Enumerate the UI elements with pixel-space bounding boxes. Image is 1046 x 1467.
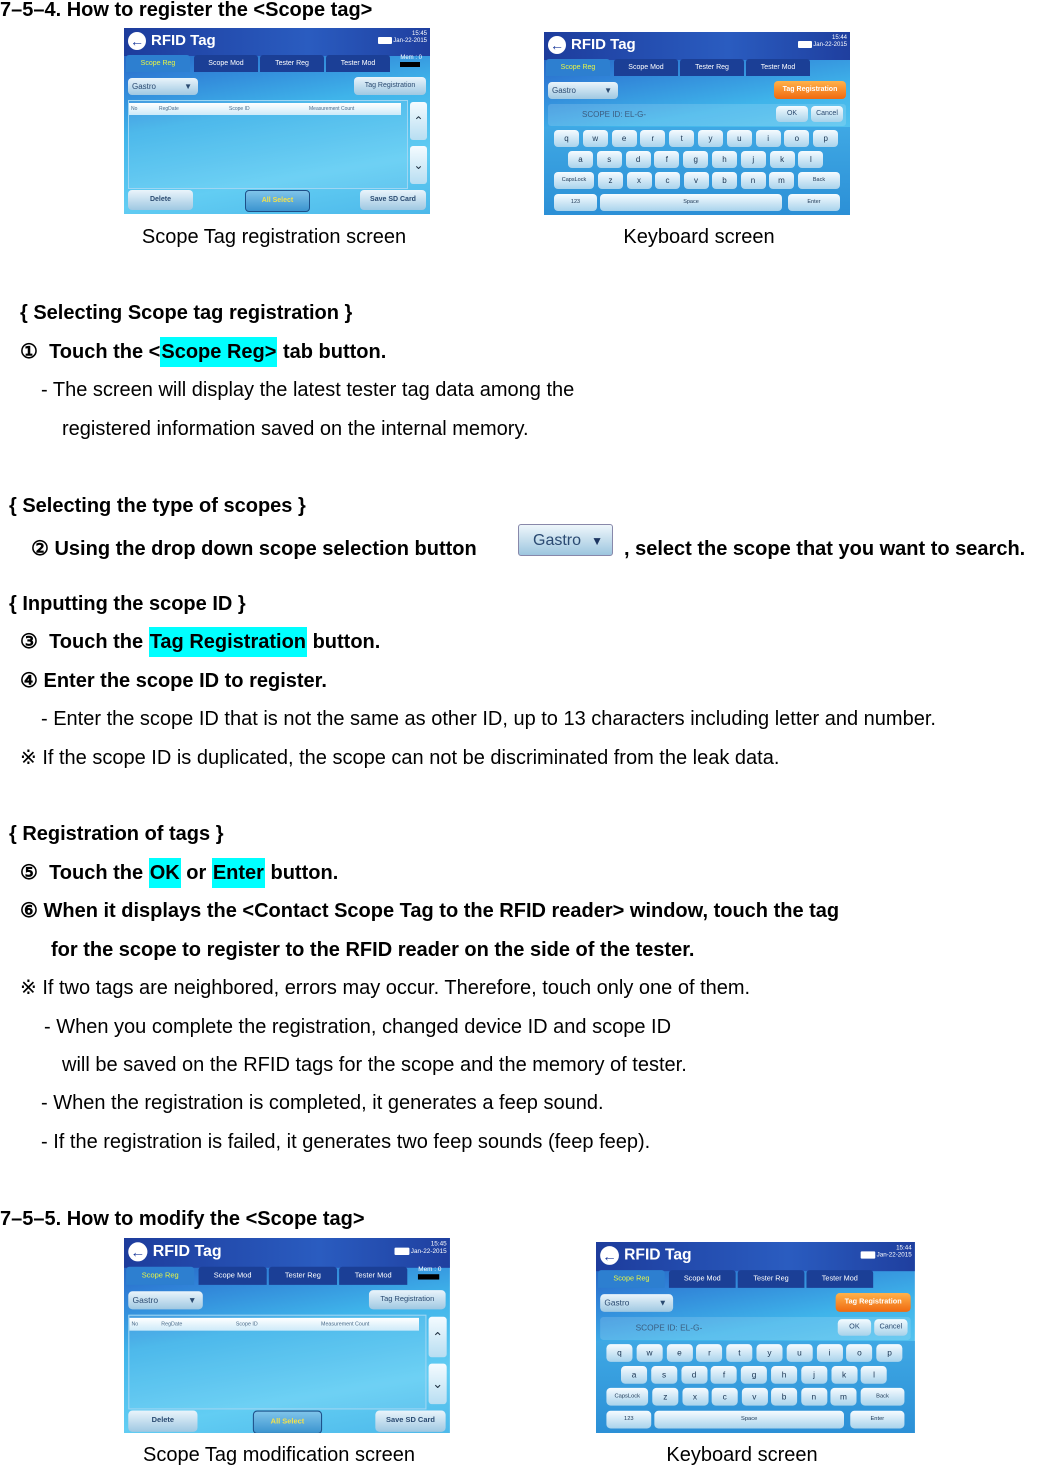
delete-button[interactable]: Delete [128, 1411, 197, 1432]
mem-label: Mem : 0 [418, 1266, 442, 1274]
tab-tester-mod[interactable]: Tester Mod [326, 55, 390, 72]
date: Jan-22-2015 [876, 1252, 912, 1259]
dropdown-value: Gastro [132, 82, 157, 91]
scroll-down-button[interactable]: ⌄ [429, 1364, 447, 1404]
table-header [129, 1318, 419, 1331]
dropdown-value: Gastro [132, 1295, 159, 1306]
tab-scope-mod[interactable]: Scope Mod [199, 1267, 267, 1285]
step-text: Touch the [49, 862, 144, 884]
battery-icon [395, 1248, 410, 1255]
column-header: Scope ID [229, 106, 250, 112]
tab-tester-mod[interactable]: Tester Mod [806, 1270, 873, 1288]
keyboard-screenshot [544, 32, 850, 215]
key-z[interactable]: z [598, 172, 623, 189]
cancel-button[interactable]: Cancel [811, 106, 843, 122]
key-c[interactable]: c [655, 172, 680, 189]
key-e[interactable]: e [666, 1344, 692, 1362]
ok-button[interactable]: OK [838, 1319, 871, 1336]
key-d[interactable]: d [626, 151, 651, 168]
step-text: Touch the < [49, 341, 161, 363]
gastro-dropdown-button-image [518, 524, 613, 556]
step-number: ⑤ [20, 862, 38, 884]
chevron-down-icon: ▼ [604, 86, 612, 95]
key-h[interactable]: h [771, 1366, 797, 1384]
step-4: ④ Enter the scope ID to register. [20, 670, 327, 692]
scope-id-text: SCOPE ID: EL-G- [582, 110, 647, 119]
key-space[interactable]: Space [600, 194, 782, 211]
key-a[interactable]: a [621, 1366, 647, 1384]
caption-registration-screen: Scope Tag registration screen [141, 226, 407, 248]
tab-scope-reg[interactable]: Scope Reg [598, 1270, 665, 1288]
key-e[interactable]: e [612, 130, 637, 147]
scroll-up-button[interactable]: ⌃ [410, 102, 427, 140]
column-header: No [131, 106, 138, 112]
key-i[interactable]: i [816, 1344, 842, 1362]
key-d[interactable]: d [681, 1366, 707, 1384]
keyboard [544, 127, 850, 215]
column-header: RegDate [159, 106, 179, 112]
scope-dropdown[interactable] [128, 1291, 203, 1309]
clock [411, 1241, 447, 1256]
key-x[interactable]: x [682, 1388, 708, 1406]
mem-label: Mem : 0 [400, 55, 422, 61]
desc-line: - If the registration is failed, it generates two feep sounds (feep feep). [41, 1131, 651, 1153]
step-text: Touch the [49, 631, 144, 653]
save-sd-card-button[interactable]: Save SD Card [360, 190, 426, 210]
key-y[interactable]: y [756, 1344, 782, 1362]
battery-icon [798, 41, 812, 48]
subheading-select-reg: { Selecting Scope tag registration } [20, 302, 353, 324]
device-screen [544, 32, 850, 215]
column-header: Measurement Count [309, 106, 355, 112]
key-c[interactable]: c [712, 1388, 738, 1406]
key-z[interactable]: z [652, 1388, 678, 1406]
dropdown-value: Gastro [604, 1298, 630, 1308]
key-i[interactable]: i [756, 130, 781, 147]
highlight-scope-reg: Scope Reg> [160, 337, 277, 367]
time: 15:45 [411, 31, 427, 37]
column-header: Measurement Count [321, 1321, 370, 1328]
tab-scope-mod[interactable]: Scope Mod [194, 55, 258, 72]
date: Jan-22-2015 [813, 42, 847, 48]
step-text: button. [312, 631, 381, 653]
device-screen [596, 1242, 915, 1433]
memory-bar [400, 62, 420, 67]
key-q[interactable]: q [606, 1344, 632, 1362]
scroll-down-button[interactable]: ⌄ [410, 146, 427, 184]
key-t[interactable]: t [726, 1344, 752, 1362]
all-select-button[interactable]: All Select [245, 190, 310, 212]
subheading-input-id: { Inputting the scope ID } [9, 593, 246, 615]
header-bar [124, 1238, 450, 1268]
step-1 [20, 340, 386, 364]
battery-icon [378, 37, 392, 44]
clock [877, 1245, 912, 1260]
memory-bar [418, 1274, 439, 1279]
key-m[interactable]: m [769, 172, 794, 189]
tab-tester-reg[interactable]: Tester Reg [680, 59, 744, 76]
key-capslock[interactable]: CapsLock [606, 1388, 648, 1406]
key-b[interactable]: b [712, 172, 737, 189]
key-w[interactable]: w [636, 1344, 662, 1362]
key-enter[interactable]: Enter [788, 194, 840, 211]
column-header: Scope ID [235, 1321, 258, 1328]
step-6: ⑥ When it displays the <Contact Scope Tag to the RFID reader> window, touch the tag [20, 900, 840, 922]
key-space[interactable]: Space [654, 1411, 844, 1429]
dropdown-triangle-icon: ▼ [591, 534, 603, 548]
key-n[interactable]: n [741, 172, 766, 189]
key-o[interactable]: o [784, 130, 809, 147]
key-p[interactable]: p [876, 1344, 902, 1362]
clock [393, 31, 427, 45]
date: Jan-22-2015 [410, 1248, 447, 1256]
highlight-ok: OK [149, 858, 181, 888]
note-line: ※ If the scope ID is duplicated, the scope can not be discriminated from the leak data. [20, 747, 780, 769]
device-screen [124, 1238, 450, 1433]
key-m[interactable]: m [830, 1388, 856, 1406]
chevron-down-icon: ▼ [184, 82, 192, 91]
key-s[interactable]: s [597, 151, 622, 168]
scope-dropdown[interactable] [548, 82, 618, 99]
key-123[interactable]: 123 [606, 1411, 651, 1429]
key-r[interactable]: r [696, 1344, 722, 1362]
key-capslock[interactable]: CapsLock [554, 172, 594, 189]
key-l[interactable]: l [798, 151, 823, 168]
key-g[interactable]: g [683, 151, 708, 168]
tag-registration-button[interactable]: Tag Registration [836, 1293, 911, 1312]
step-2-text: ② Using the drop down scope selection button [31, 538, 477, 560]
key-r[interactable]: r [640, 130, 665, 147]
tab-tester-reg[interactable]: Tester Reg [738, 1270, 805, 1288]
key-y[interactable]: y [698, 130, 723, 147]
header-bar [124, 28, 430, 56]
key-g[interactable]: g [741, 1366, 767, 1384]
note-line: ※ If two tags are neighbored, errors may occur. Therefore, touch only one of them. [20, 977, 751, 999]
key-u[interactable]: u [727, 130, 752, 147]
key-k[interactable]: k [831, 1366, 857, 1384]
back-arrow-icon[interactable]: ← [128, 1242, 147, 1261]
chevron-down-icon: ▼ [658, 1298, 667, 1308]
scroll-up-button[interactable]: ⌃ [429, 1317, 447, 1357]
delete-button[interactable]: Delete [128, 190, 193, 210]
key-v[interactable]: v [741, 1388, 767, 1406]
subheading-select-type: { Selecting the type of scopes } [9, 495, 306, 517]
dropdown-value: Gastro [552, 86, 577, 95]
gastro-label: Gastro [533, 532, 582, 549]
key-f[interactable]: f [711, 1366, 737, 1384]
keyboard-screenshot-2 [596, 1242, 915, 1433]
key-h[interactable]: h [712, 151, 737, 168]
cancel-button[interactable]: Cancel [874, 1319, 907, 1336]
all-select-button[interactable]: All Select [253, 1411, 322, 1433]
step-number: ③ [20, 631, 38, 653]
key-s[interactable]: s [651, 1366, 677, 1384]
scope-table [128, 1315, 426, 1410]
desc-line: - The screen will display the latest tester tag data among the [41, 379, 575, 401]
save-sd-card-button[interactable]: Save SD Card [375, 1411, 445, 1432]
key-back[interactable]: Back [861, 1388, 905, 1406]
battery-icon [861, 1251, 876, 1258]
tab-tester-reg[interactable]: Tester Reg [269, 1267, 337, 1285]
tag-registration-button[interactable]: Tag Registration [369, 1290, 446, 1309]
key-x[interactable]: x [627, 172, 652, 189]
tag-registration-button[interactable]: Tag Registration [774, 81, 846, 99]
caption-keyboard-screen-2: Keyboard screen [666, 1444, 818, 1466]
scope-id-text: SCOPE ID: EL-G- [635, 1323, 703, 1333]
memory-indicator [418, 1267, 441, 1280]
keyboard [596, 1341, 915, 1433]
scope-table [128, 100, 408, 189]
tag-registration-button[interactable]: Tag Registration [354, 77, 426, 95]
back-arrow-icon[interactable]: ← [550, 37, 564, 53]
key-f[interactable]: f [654, 151, 679, 168]
app-title: RFID Tag [151, 32, 216, 49]
key-t[interactable]: t [669, 130, 694, 147]
app-title: RFID Tag [571, 36, 636, 53]
time: 15:44 [896, 1245, 912, 1252]
subheading-reg-tags: { Registration of tags } [9, 823, 224, 845]
tab-scope-reg[interactable]: Scope Reg [126, 1267, 194, 1285]
key-u[interactable]: u [786, 1344, 812, 1362]
desc-line: registered information saved on the internal memory. [62, 418, 529, 440]
highlight-tag-registration: Tag Registration [149, 627, 307, 657]
back-arrow-icon[interactable]: ← [600, 1246, 619, 1265]
key-j[interactable]: j [741, 151, 766, 168]
tab-scope-mod[interactable]: Scope Mod [669, 1270, 736, 1288]
key-l[interactable]: l [861, 1366, 887, 1384]
step-3 [20, 630, 380, 654]
time: 15:44 [831, 35, 847, 41]
desc-line: - When the registration is completed, it generates a feep sound. [41, 1092, 604, 1114]
ok-button[interactable]: OK [776, 106, 808, 122]
tab-tester-reg[interactable]: Tester Reg [260, 55, 324, 72]
step-text: or [186, 862, 207, 884]
app-title: RFID Tag [624, 1246, 692, 1264]
column-header: RegDate [161, 1321, 183, 1328]
tab-scope-reg[interactable]: Scope Reg [126, 55, 190, 72]
key-123[interactable]: 123 [554, 194, 597, 211]
step-text: tab button. [282, 341, 387, 363]
date: Jan-22-2015 [393, 38, 427, 44]
caption-keyboard-screen: Keyboard screen [623, 226, 775, 248]
header-bar [596, 1242, 915, 1271]
key-b[interactable]: b [771, 1388, 797, 1406]
scope-dropdown[interactable] [600, 1294, 673, 1312]
tab-scope-mod[interactable]: Scope Mod [614, 59, 678, 76]
key-k[interactable]: k [770, 151, 795, 168]
key-q[interactable]: q [554, 130, 579, 147]
scope-dropdown[interactable] [128, 78, 198, 95]
back-arrow-icon[interactable]: ← [130, 33, 144, 49]
column-header: No [131, 1321, 139, 1328]
app-title: RFID Tag [152, 1242, 222, 1261]
key-o[interactable]: o [846, 1344, 872, 1362]
key-w[interactable]: w [583, 130, 608, 147]
scope-tag-registration-screenshot [124, 28, 430, 214]
desc-line: will be saved on the RFID tags for the scope and the memory of tester. [62, 1054, 687, 1076]
device-screen [124, 28, 430, 214]
tab-tester-mod[interactable]: Tester Mod [339, 1267, 407, 1285]
time: 15:45 [430, 1241, 447, 1248]
step-5 [20, 861, 338, 885]
key-v[interactable]: v [684, 172, 709, 189]
chevron-down-icon: ▼ [187, 1295, 197, 1306]
key-enter[interactable]: Enter [850, 1411, 904, 1429]
key-a[interactable]: a [568, 151, 593, 168]
desc-line: - Enter the scope ID that is not the same as other ID, up to 13 characters including letter and number. [41, 708, 936, 730]
tab-tester-mod[interactable]: Tester Mod [746, 59, 810, 76]
section-heading-register: 7–5–4. How to register the <Scope tag> [0, 0, 373, 21]
key-back[interactable]: Back [798, 172, 840, 189]
caption-modification-screen: Scope Tag modification screen [142, 1444, 415, 1466]
step-2-text-end: , select the scope that you want to search. [624, 538, 1026, 560]
key-j[interactable]: j [801, 1366, 827, 1384]
step-number: ① [20, 341, 38, 363]
section-heading-modify: 7–5–5. How to modify the <Scope tag> [0, 1208, 365, 1230]
desc-line: - When you complete the registration, changed device ID and scope ID [44, 1016, 672, 1038]
clock [813, 35, 847, 49]
step-6-cont: for the scope to register to the RFID reader on the side of the tester. [51, 939, 695, 961]
tab-scope-reg[interactable]: Scope Reg [546, 59, 610, 76]
key-p[interactable]: p [813, 130, 838, 147]
highlight-enter: Enter [212, 858, 265, 888]
key-n[interactable]: n [801, 1388, 827, 1406]
memory-indicator [400, 55, 422, 67]
header-bar [544, 32, 850, 60]
step-text: button. [270, 862, 339, 884]
table-header [129, 103, 401, 115]
scope-tag-modification-screenshot [124, 1238, 450, 1433]
